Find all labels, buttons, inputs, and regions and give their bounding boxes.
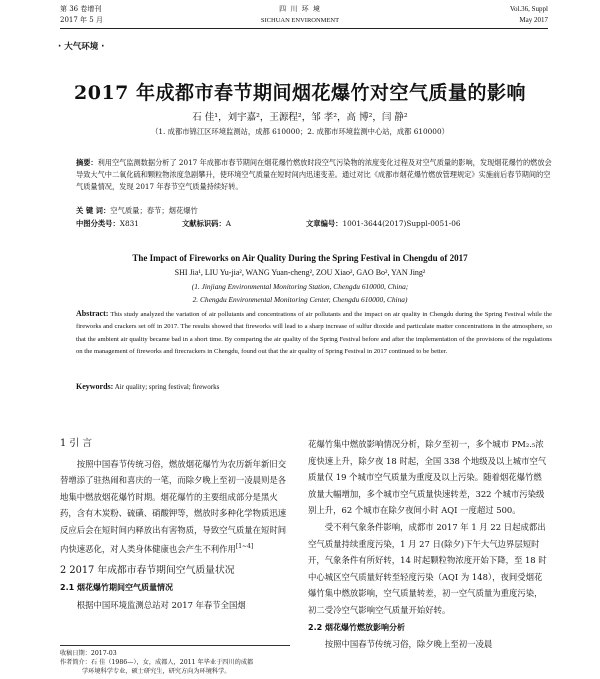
footnote-rule (60, 645, 290, 646)
abstract-cn-text: 利用空气监测数据分析了 2017 年成都市春节期间在烟花爆竹燃放时段空气污染物的浓度变化过程及对空气质量的影响，发现烟花爆竹的燃放会导致大气中二氧化硫和颗粒物浓度急剧攀升，使环境空气质量在短时间内迅速变差。通过对比《成都市烟花爆竹燃放管理规定》实施前后春节期间的空气质量情况，发现 2017 年春节空气质量持续好转。 (76, 158, 552, 191)
section-1-body: 按照中国春节传统习俗，燃放烟花爆竹为农历新年新旧交替增添了驻热闹和喜庆的一笔，而除夕晚上至初一凌晨则是各地集中燃放烟花爆竹时期。烟花爆竹的主要组成部分是黑火药，含有木炭粉、硫磺、硝酸钾等，燃放时多种化学物质迅速反应后会在短时间内释放出有害物质，导致空气质量在短时间内快速恶化，对人类身体健康也会产生不利作用 (60, 458, 287, 554)
clc-number (76, 219, 139, 229)
clc-value: X831 (119, 219, 139, 228)
abstract-en (76, 308, 552, 358)
right-column (308, 436, 548, 653)
keywords-en-text: Air quality; spring festival; fireworks (114, 383, 220, 391)
abstract-en-text: This study analyzed the variation of air pollutants and concentrations of air pollutants and the impact on air quality in Chengdu during the Spring Festival while the fireworks and crackers set off in 2017. The results showed that fireworks will lead to a sharp increase of sulfur dioxide and particulate matter concentrations in the atmosphere, so that the ambient air quality became bad in a short time. By comparing the air quality of the Spring Festival before and after the implementation of the provisions of the regulations on the management of fireworks and firecrackers in Chengdu, found out that the air quality of Spring Festival in 2017 continued to be better. (76, 311, 552, 355)
doc-code-value: A (225, 219, 232, 228)
keywords-cn-text: 空气质量；春节；烟花爆竹 (110, 206, 198, 215)
author-bio: 作者简介：石 佳（1986—），女，成都人，2011 年毕业于四川的成都 (60, 659, 254, 666)
page-title: 2017 年成都市春节期间烟花爆竹对空气质量的影响 (74, 82, 526, 104)
keywords-en-label: Keywords: (76, 382, 114, 391)
citation-ref: [1~4] (235, 542, 254, 550)
header-volume-en: Vol.36, Suppl (509, 5, 548, 13)
header-date-en: May 2017 (519, 16, 548, 24)
header-journal-cn: 四 川 环 境 (279, 5, 321, 13)
header-rule (60, 28, 548, 29)
section-2-2-text: 按照中国春节传统习俗，除夕晚上至初一凌晨 (324, 639, 493, 650)
right-para-2: 受不利气象条件影响，成都市 2017 年 1 月 22 日起成都出空气质量持续重度污染，1 月 27 日(除夕)下午大气边界层短时开，气象条件有所好转，14 时起颗粒物浓度开始下降，至 18 时中心城区空气质量好转至轻度污染（AQI 为 148），夜间受烟花爆竹集中燃放影响，空气质量转差，初一空气质量为重度污染，初二受冷空气影响空气质量开始好转。 (308, 521, 547, 615)
affiliation-en-1: (1. Jinjiang Environmental Monitoring Station, Chengdu 610000, China; (191, 282, 409, 291)
article-number-label: 文章编号： (306, 219, 343, 228)
affiliation-en-2: 2. Chengdu Environmental Monitoring Center, Chengdu 610000, China) (192, 295, 408, 304)
doc-code (182, 219, 231, 229)
authors-cn: 石 佳¹，刘宇嘉²，王源程²，邹 孝²，高 博²，闫 静² (192, 112, 408, 123)
article-number-value: 1001-3644(2017)Suppl-0051-06 (342, 219, 461, 228)
affiliation-cn: （1. 成都市锦江区环境监测站，成都 610000；2. 成都市环境监测中心站，成都 610000） (151, 127, 449, 136)
section-1-text (60, 456, 292, 557)
abstract-en-label: Abstract: (76, 309, 109, 318)
author-bio-cont: 学环境科学专业，硕士研究生，研究方向为环境科学。 (82, 668, 231, 675)
keywords-en (76, 382, 219, 391)
doc-code-label: 文献标识码： (182, 219, 226, 228)
section-2-2-heading: 2.2 烟花爆竹燃放影响分析 (308, 622, 405, 632)
keywords-cn (76, 206, 198, 216)
header-journal-en: SICHUAN ENVIRONMENT (260, 17, 340, 24)
abstract-cn-label: 摘要： (76, 158, 98, 167)
article-number (306, 219, 461, 229)
section-2-heading: 2 2017 年成都市春节期间空气质量状况 (60, 564, 235, 576)
header-date-cn: 2017 年 5 月 (60, 16, 103, 24)
left-column (60, 436, 292, 613)
title-en: The Impact of Fireworks on Air Quality During the Spring Festival in Chengdu of 2017 (132, 253, 468, 263)
section-2-1-heading: 2.1 烟花爆竹期间空气质量情况 (60, 582, 173, 592)
column-label: · 大气环境 · (58, 42, 105, 52)
abstract-cn (76, 157, 552, 193)
keywords-cn-label: 关 键 词： (76, 206, 111, 215)
clc-label: 中图分类号： (76, 219, 120, 228)
header-volume-cn: 第 36 卷增刊 (60, 5, 102, 13)
footnote (60, 649, 300, 676)
section-2-1-text: 根据中国环境监测总站对 2017 年春节全国烟 (76, 599, 246, 610)
right-para-1: 花爆竹集中燃放影响情况分析，除夕至初一，多个城市 PM₂.₅浓度快速上升，除夕夜 18 时起，全国 338 个地级及以上城市空气质量仅 19 个城市空气质量为重度及以上污染。随着烟花爆竹燃放量大幅增加，多个城市空气质量快速转差，322 个城市污染级别上升，62 个城市在除夕夜间小时 AQI 一度超过 500。 (308, 439, 547, 516)
section-1-heading: 1 引 言 (60, 438, 93, 449)
received-date: 收稿日期：2017-03 (60, 650, 117, 657)
authors-en: SHI Jia¹, LIU Yu-jia², WANG Yuan-cheng², ZOU Xiao², GAO Bo², YAN Jing² (174, 268, 426, 277)
